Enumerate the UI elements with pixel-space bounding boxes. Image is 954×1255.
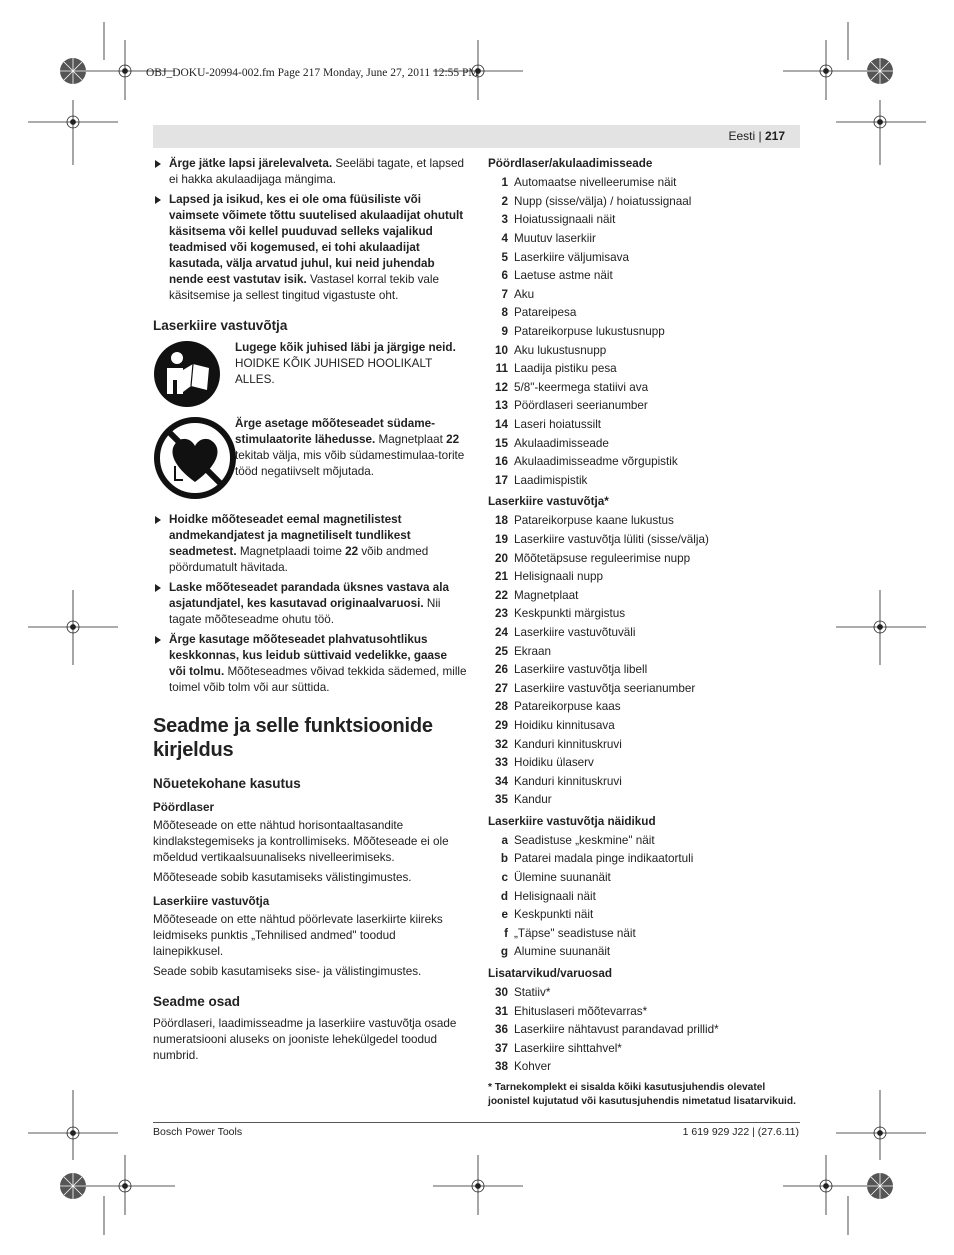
list-item (488, 549, 803, 568)
item-number: 17 (494, 473, 508, 487)
item-number: 14 (494, 418, 508, 432)
item-label: Ekraan (514, 644, 552, 658)
product-features-heading: Seadme osad (153, 994, 241, 1009)
receiver-indicators-list (488, 832, 803, 962)
item-label: Laserkiire vastuvõtuväli (514, 625, 636, 639)
item-label: Laserkiire vastuvõtja lüliti (sisse/välja) (514, 532, 709, 546)
item-number: 29 (494, 718, 508, 732)
item-label: Laseri hoiatussilt (514, 418, 602, 432)
item-number: 30 (494, 986, 508, 1000)
accessories-footnote: * Tarnekomplekt ei sisalda kõiki kasutusjuhendis olevatel joonistel kujutatud või kasutusjuhendis nimetatud lisatarvikuid. (488, 1081, 796, 1107)
bullet-triangle-icon (155, 160, 161, 168)
list-item (488, 453, 803, 472)
item-number: 7 (501, 287, 508, 301)
item-label: Nupp (sisse/välja) / hoiatussignaal (514, 194, 692, 208)
item-number: 36 (494, 1023, 508, 1037)
bullet-triangle-icon (155, 196, 161, 204)
receiver-heading: Laserkiire vastuvõtja (153, 318, 288, 333)
list-item (488, 754, 803, 773)
receiver-components-list (488, 512, 803, 810)
accessories-heading: Lisatarvikud/varuosad (488, 966, 613, 980)
item-label: Mõõtetäpsuse reguleerimise nupp (514, 551, 691, 565)
item-number: 34 (494, 774, 508, 788)
footer-doc-code: 1 619 929 J22 | (27.6.11) (682, 1126, 799, 1138)
item-label: Aku lukustusnupp (514, 343, 607, 357)
list-item (488, 735, 803, 754)
item-number: 6 (501, 269, 508, 283)
list-item (488, 717, 803, 736)
list-item (488, 512, 803, 531)
list-item (488, 267, 803, 286)
bullet-triangle-icon (155, 584, 161, 592)
item-label: Kandur (514, 793, 552, 807)
header-bar (153, 125, 800, 148)
item-number: 37 (494, 1041, 508, 1055)
left-column (153, 156, 467, 1068)
warning-read-instructions: Lugege kõik juhised läbi ja järgige neid. HOIDKE KÕIK JUHISED HOOLIKALT ALLES. (153, 340, 467, 412)
page-header (728, 129, 785, 143)
item-label: Seadistuse „keskmine" näit (514, 833, 655, 847)
item-label: Laetuse astme näit (514, 269, 613, 283)
item-label: Patareikorpuse kaas (514, 700, 621, 714)
item-number: d (500, 889, 508, 903)
item-label: Laadija pistiku pesa (514, 362, 617, 376)
item-number: 31 (494, 1004, 508, 1018)
item-number: 26 (494, 663, 508, 677)
file-info-line: OBJ_DOKU-20994-002.fm Page 217 Monday, June 27, 2011 12:55 PM (146, 67, 479, 79)
rotation-laser-subheading: Pöördlaser (153, 801, 215, 814)
item-label: Kanduri kinnituskruvi (514, 774, 622, 788)
item-label: Patareikorpuse kaane lukustus (514, 514, 674, 528)
list-item (488, 586, 803, 605)
list-item (488, 230, 803, 249)
item-label: Hoiatussignaali näit (514, 213, 616, 227)
item-label: Patarei madala pinge indikaatortuli (514, 852, 694, 866)
item-number: 10 (494, 343, 508, 357)
list-item (488, 360, 803, 379)
list-item (488, 772, 803, 791)
list-item (488, 943, 803, 962)
list-item (488, 984, 803, 1003)
item-label: Keskpunkti märgistus (514, 607, 626, 621)
item-number: 12 (494, 380, 508, 394)
item-label: Akulaadimisseadme võrgupistik (514, 455, 678, 469)
list-item (488, 416, 803, 435)
list-item (488, 1002, 803, 1021)
item-number: 16 (494, 455, 508, 469)
right-column (488, 156, 803, 1109)
item-number: 13 (494, 399, 508, 413)
bullet-triangle-icon (155, 636, 161, 644)
item-number: 4 (501, 232, 508, 246)
list-item (488, 286, 803, 305)
list-item (488, 397, 803, 416)
list-item (488, 531, 803, 550)
header-separator: | (755, 129, 765, 143)
item-number: 28 (494, 700, 508, 714)
list-item (488, 323, 803, 342)
item-label: Ülemine suunanäit (514, 871, 611, 885)
laser-receiver-subheading: Laserkiire vastuvõtja (153, 895, 270, 908)
list-item (488, 832, 803, 851)
item-label: Helisignaali nupp (514, 570, 604, 584)
item-label: Hoidiku kinnitusava (514, 718, 615, 732)
item-label: Alumine suunanäit (514, 945, 611, 959)
receiver-components-heading: Laserkiire vastuvõtja* (488, 495, 609, 509)
item-number: 38 (494, 1060, 508, 1074)
list-item (488, 869, 803, 888)
item-label: Muutuv laserkiir (514, 232, 596, 246)
item-label: Statiiv* (514, 986, 551, 1000)
no-pacemaker-icon (153, 416, 235, 506)
intended-use-heading: Nõuetekohane kasutus (153, 776, 301, 791)
item-number: 9 (501, 325, 508, 339)
item-label: Kohver (514, 1060, 552, 1074)
list-item (488, 568, 803, 587)
paragraph: Mõõteseade sobib kasutamiseks välistingimustes. (153, 871, 412, 884)
list-item (488, 661, 803, 680)
list-item (488, 472, 803, 491)
item-label: Laserkiire nähtavust parandavad prillid* (514, 1023, 719, 1037)
item-label: „Täpse" seadistuse näit (514, 926, 636, 940)
item-label: Keskpunkti näit (514, 908, 594, 922)
item-number: a (501, 833, 508, 847)
list-item (488, 248, 803, 267)
item-number: 15 (494, 436, 508, 450)
components-list (488, 174, 803, 490)
list-item (488, 850, 803, 869)
item-number: 32 (494, 737, 508, 751)
item-number: e (501, 908, 508, 922)
item-number: c (501, 871, 508, 885)
item-label: Magnetplaat (514, 588, 579, 602)
item-label: Hoidiku ülaserv (514, 756, 594, 770)
item-number: 18 (494, 514, 508, 528)
accessories-list (488, 984, 803, 1077)
item-number: 33 (494, 756, 508, 770)
safety-bullet: Hoidke mõõteseadet eemal magnetilistest andmekandjatest ja magnetiliselt tundlikest seadmetest. Magnetplaadi toime 22 võib andmed pöördumatult hävitada. (153, 512, 467, 576)
item-label: Pöördlaseri seerianumber (514, 399, 648, 413)
section-title: Seadme ja selle funktsioonide kirjeldus (153, 715, 433, 761)
page-number: 217 (764, 129, 785, 143)
item-label: Automaatse nivelleerumise näit (514, 176, 677, 190)
item-number: 19 (494, 532, 508, 546)
item-number: 20 (494, 551, 508, 565)
list-item (488, 906, 803, 925)
safety-bullet: Lapsed ja isikud, kes ei ole oma füüsiliste või vaimsete võimete tõttu suutelised akulaadijat ohutult käsitsema või kellel puuduvad selleks vajalikud teadmised või kogemused, ei tohi akulaadijat kasutada, välja arvatud juhul, kui neid juhendab nende eest vastutav isik. Vastasel korral tekib vale käsitsemise ja sellest tingitud vigastuste oht. (153, 192, 467, 304)
safety-bullet: Ärge jätke lapsi järelevalveta. Seeläbi tagate, et lapsed ei hakka akulaadijaga mängima. (153, 156, 467, 188)
item-label: Kanduri kinnituskruvi (514, 737, 622, 751)
item-number: 1 (501, 176, 508, 190)
list-item (488, 174, 803, 193)
list-item (488, 1021, 803, 1040)
list-item (488, 925, 803, 944)
list-item (488, 698, 803, 717)
item-label: Aku (514, 287, 535, 301)
item-label: Laserkiire väljumisava (514, 250, 629, 264)
item-label: Helisignaali näit (514, 889, 596, 903)
item-label: 5/8"-keermega statiivi ava (514, 380, 649, 394)
item-label: Patareikorpuse lukustusnupp (514, 325, 665, 339)
item-number: 27 (494, 681, 508, 695)
list-item (488, 887, 803, 906)
item-number: 24 (494, 625, 508, 639)
list-item (488, 642, 803, 661)
item-label: Ehituslaseri mõõtevarras* (514, 1004, 648, 1018)
paragraph: Pöördlaseri, laadimisseadme ja laserkiire vastuvõtja osade numeratsiooni aluseks on jooniste lehekülgedel toodud numbrid. (153, 1017, 457, 1062)
item-number: 23 (494, 607, 508, 621)
item-number: 11 (495, 362, 508, 376)
list-item (488, 605, 803, 624)
warning-pacemaker: Ärge asetage mõõteseadet südame-stimulaatorite lähedusse. Magnetplaat 22 tekitab välja, mis võib südamestimulaa-torite tööd negatiivselt mõjutada. (153, 416, 467, 506)
footer-rule (153, 1122, 800, 1123)
paragraph: Seade sobib kasutamiseks sise- ja välistingimustes. (153, 965, 422, 978)
item-label: Laserkiire vastuvõtja seerianumber (514, 681, 696, 695)
receiver-indicators-heading: Laserkiire vastuvõtja näidikud (488, 814, 656, 828)
safety-bullet: Laske mõõteseadet parandada üksnes vastava ala asjatundjatel, kes kasutavad originaalvaruosi. Nii tagate mõõteseadme ohutu töö. (153, 580, 467, 628)
list-item (488, 791, 803, 810)
paragraph: Mõõteseade on ette nähtud pöörlevate laserkiirte kiireks leidmiseks punktis „Tehnilised andmed" toodud lainepikkusel. (153, 913, 443, 958)
item-label: Laserkiire vastuvõtja libell (514, 663, 648, 677)
item-number: 2 (501, 194, 508, 208)
bullet-triangle-icon (155, 516, 161, 524)
footer-brand: Bosch Power Tools (153, 1126, 243, 1138)
header-language: Eesti (728, 129, 756, 143)
item-number: 35 (494, 793, 508, 807)
item-number: f (504, 926, 508, 940)
list-item (488, 1040, 803, 1059)
list-item (488, 211, 803, 230)
item-label: Akulaadimisseade (514, 436, 609, 450)
list-item (488, 304, 803, 323)
list-item (488, 341, 803, 360)
item-number: 8 (501, 306, 508, 320)
list-item (488, 624, 803, 643)
item-number: 22 (494, 588, 508, 602)
item-number: 21 (494, 570, 508, 584)
read-manual-icon (153, 340, 235, 412)
safety-bullet: Ärge kasutage mõõteseadet plahvatusohtlikus keskkonnas, kus leidub süttivaid vedelikke, gaase või tolmu. Mõõteseadmes võivad tekkida sädemed, mille toimel võib tolm või aur süttida. (153, 632, 467, 696)
item-label: Laserkiire sihttahvel* (514, 1041, 622, 1055)
components-heading: Pöördlaser/akulaadimisseade (488, 157, 653, 170)
item-number: b (500, 852, 508, 866)
item-label: Patareipesa (514, 306, 577, 320)
list-item (488, 193, 803, 212)
list-item (488, 379, 803, 398)
item-number: 25 (494, 644, 508, 658)
item-label: Laadimispistik (514, 473, 588, 487)
item-number: 3 (501, 213, 508, 227)
item-number: g (500, 945, 508, 959)
list-item (488, 434, 803, 453)
list-item (488, 1058, 803, 1077)
list-item (488, 679, 803, 698)
paragraph: Mõõteseade on ette nähtud horisontaaltasandite kindlakstegemiseks ja kontrollimiseks. Mõõteseade ei ole mõeldud vertikaalsuunaliseks nivelleerimiseks. (153, 819, 449, 864)
item-number: 5 (501, 250, 508, 264)
